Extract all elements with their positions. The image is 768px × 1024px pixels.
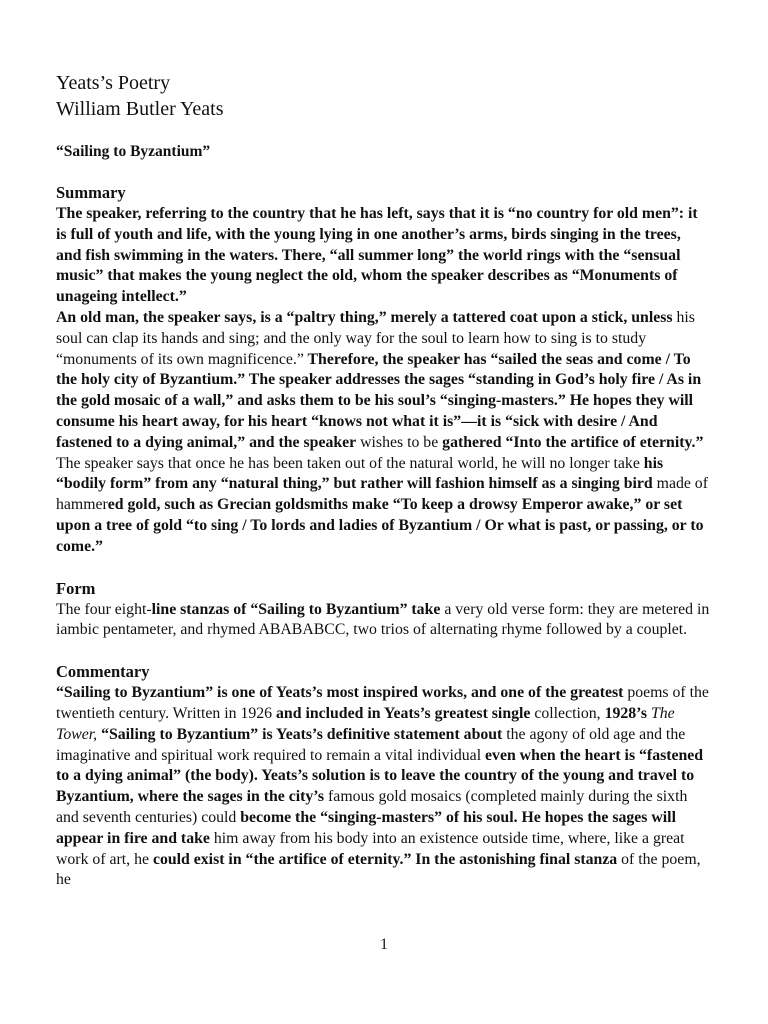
form-heading: Form bbox=[56, 578, 96, 598]
form-part-c: a very old verse form: they are metered in iambic pentameter, and rhymed ABABABCC, two trios of alternating rhyme followed by a couplet. bbox=[56, 600, 710, 639]
document-page bbox=[56, 70, 710, 891]
title-line-1: Yeats’s Poetry bbox=[56, 72, 171, 94]
summary-p3-part-a: The speaker says that once he has been taken out of the natural world, he will no longer take bbox=[56, 454, 640, 472]
commentary-part-b: poems of the twentieth century. Written in 1926 bbox=[56, 684, 709, 722]
commentary-part-l: him away from his body into an existence outside time, where, like a great work of art, he bbox=[56, 829, 685, 868]
summary-p2-part-c: Therefore, the speaker has “sailed the seas and come / To the holy city of Byzantium.” The speaker addresses the sages “standing in God’s holy fire / As in the gold mosaic of a wall,” and asks them to be his soul’s “singing-masters.” He hopes they will consume his heart away, for his heart “knows not what it is”—it is “sick with desire / And fastened to a dying animal,” and the speaker bbox=[56, 350, 702, 451]
summary-paragraph-1: The speaker, referring to the country that he has left, says that it is “no country for old men”: it is full of youth and life, with the young lying in one another’s arms, birds singing in the trees, and fish swimming in the waters. There, “all summer long” the world rings with the “sensual music” that makes the young neglect the old, whom the speaker describes as “Monuments of unageing intellect.” bbox=[56, 205, 698, 306]
commentary-book-title: The Tower, bbox=[56, 704, 675, 743]
commentary-part-n: of the poem, he bbox=[56, 850, 701, 889]
document-title bbox=[56, 70, 710, 122]
summary-p3-part-b: his “bodily form” from any “natural thing,” but rather will fashion himself as a singing bird bbox=[56, 454, 664, 493]
commentary-part-i: even when the heart is “fastened to a dying animal” (the body). Yeats’s solution is to leave the country of the young and travel to Byzantium, where the sages in the city’s bbox=[56, 746, 704, 806]
form-part-b: line stanzas of “Sailing to Byzantium” take bbox=[151, 600, 441, 618]
page-number: 1 bbox=[380, 936, 388, 953]
form-paragraph bbox=[56, 600, 710, 642]
summary-p2-part-b: his soul can clap its hands and sing; and the only way for the soul to learn how to sing is to study “monuments of its own magnificence.” bbox=[56, 308, 695, 368]
summary-heading: Summary bbox=[56, 183, 126, 202]
summary-paragraph-3 bbox=[56, 454, 710, 558]
commentary-part-e: 1928’s bbox=[604, 704, 651, 722]
form-part-a: The four eight- bbox=[56, 600, 152, 618]
title-line-2: William Butler Yeats bbox=[56, 98, 224, 120]
summary-p3-part-c: made of hammer bbox=[56, 475, 708, 514]
summary-p2-part-a: An old man, the speaker says, is a “paltry thing,” merely a tattered coat upon a stick, unless bbox=[56, 308, 673, 326]
commentary-part-c: and included in Yeats’s greatest single bbox=[276, 704, 531, 722]
commentary-part-m: could exist in “the artifice of eternity.” In the astonishing final stanza bbox=[152, 850, 618, 868]
commentary-part-k: become the “singing-masters” of his soul. He hopes the sages will appear in fire and take bbox=[56, 808, 676, 847]
commentary-heading: Commentary bbox=[56, 662, 150, 682]
summary-p3-part-d: ed gold, such as Grecian goldsmiths make “To keep a drowsy Emperor awake,” or set upon a tree of gold “to sing / To lords and ladies of Byzantium / Or what is past, or passing, or to come.” bbox=[56, 496, 704, 555]
summary-p2-part-d: wishes to be bbox=[356, 433, 443, 451]
commentary-paragraph bbox=[56, 683, 710, 891]
commentary-part-j: famous gold mosaics (completed mainly during the sixth and seventh centuries) could bbox=[56, 788, 688, 826]
commentary-part-a: “Sailing to Byzantium” is one of Yeats’s most inspired works, and one of the greatest bbox=[56, 684, 624, 702]
summary-p2-part-e: gathered “Into the artifice of eternity.” bbox=[442, 433, 704, 451]
poem-title: “Sailing to Byzantium” bbox=[56, 143, 211, 160]
commentary-part-g: “Sailing to Byzantium” is Yeats’s definitive statement about bbox=[97, 725, 503, 743]
commentary-part-d: collection, bbox=[530, 704, 605, 722]
summary-paragraph-2 bbox=[56, 308, 710, 454]
commentary-part-h: the agony of old age and the imaginative and spiritual work required to remain a vital individual bbox=[56, 725, 686, 764]
